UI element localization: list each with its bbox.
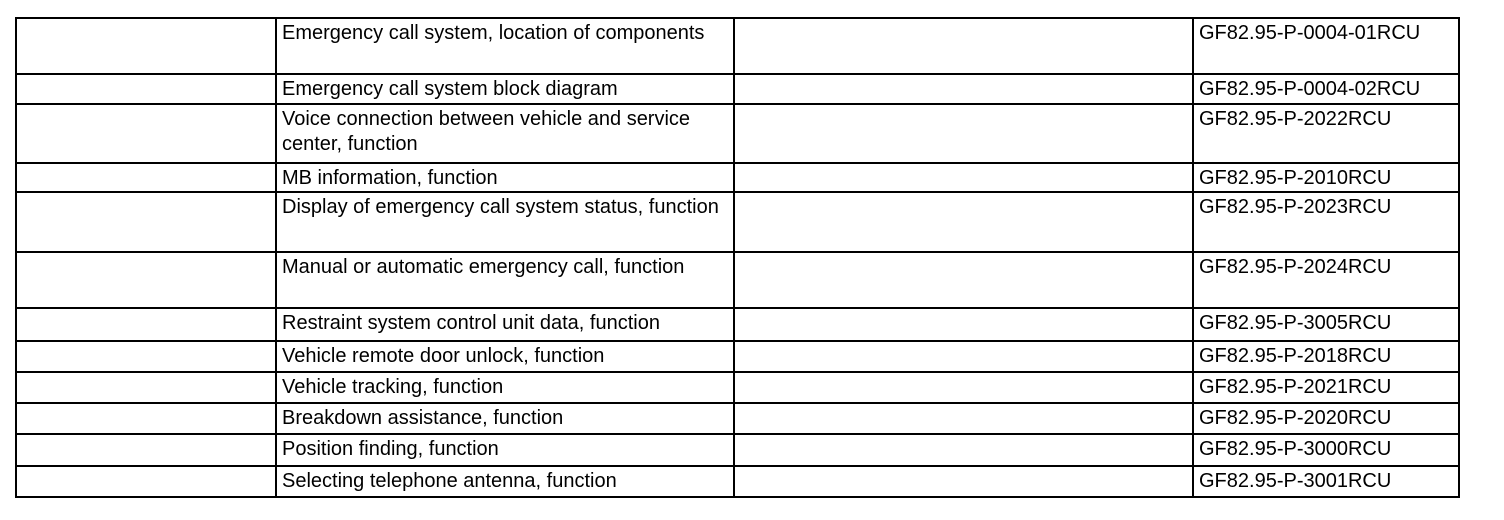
table-row [16, 74, 1459, 104]
empty-cell [16, 192, 276, 252]
document-code-cell: GF82.95-P-2020RCU [1193, 403, 1459, 434]
document-title-cell: Selecting telephone antenna, function [276, 466, 734, 497]
empty-cell [16, 403, 276, 434]
document-title-cell: MB information, function [276, 163, 734, 192]
document-code-cell: GF82.95-P-2023RCU [1193, 192, 1459, 252]
document-code-cell: GF82.95-P-2010RCU [1193, 163, 1459, 192]
document-title-cell: Voice connection between vehicle and service center, function [276, 104, 734, 163]
empty-cell [16, 18, 276, 74]
table-row [16, 104, 1459, 163]
table-row [16, 163, 1459, 192]
document-code-cell: GF82.95-P-0004-01RCU [1193, 18, 1459, 74]
table-row [16, 192, 1459, 252]
table-row [16, 466, 1459, 497]
table-row [16, 434, 1459, 466]
empty-cell [734, 466, 1193, 497]
empty-cell [734, 403, 1193, 434]
document-table [15, 17, 1460, 498]
document-code-cell: GF82.95-P-2022RCU [1193, 104, 1459, 163]
document-title-cell: Vehicle remote door unlock, function [276, 341, 734, 372]
empty-cell [734, 74, 1193, 104]
document-title-cell: Breakdown assistance, function [276, 403, 734, 434]
empty-cell [734, 163, 1193, 192]
document-title-cell: Position finding, function [276, 434, 734, 466]
document-code-cell: GF82.95-P-3001RCU [1193, 466, 1459, 497]
table-row [16, 403, 1459, 434]
empty-cell [16, 466, 276, 497]
empty-cell [734, 252, 1193, 308]
document-title-cell: Vehicle tracking, function [276, 372, 734, 403]
empty-cell [734, 192, 1193, 252]
table-row [16, 341, 1459, 372]
empty-cell [16, 104, 276, 163]
document-title-cell: Restraint system control unit data, function [276, 308, 734, 341]
document-code-cell: GF82.95-P-2021RCU [1193, 372, 1459, 403]
document-code-cell: GF82.95-P-3005RCU [1193, 308, 1459, 341]
empty-cell [16, 308, 276, 341]
document-code-cell: GF82.95-P-0004-02RCU [1193, 74, 1459, 104]
empty-cell [16, 74, 276, 104]
document-title-cell: Manual or automatic emergency call, function [276, 252, 734, 308]
empty-cell [734, 18, 1193, 74]
empty-cell [16, 252, 276, 308]
document-title-cell: Display of emergency call system status, function [276, 192, 734, 252]
empty-cell [734, 341, 1193, 372]
document-code-cell: GF82.95-P-2024RCU [1193, 252, 1459, 308]
empty-cell [16, 163, 276, 192]
document-code-cell: GF82.95-P-2018RCU [1193, 341, 1459, 372]
empty-cell [734, 372, 1193, 403]
empty-cell [16, 372, 276, 403]
table-row [16, 252, 1459, 308]
document-title-cell: Emergency call system block diagram [276, 74, 734, 104]
empty-cell [16, 434, 276, 466]
empty-cell [16, 341, 276, 372]
document-code-cell: GF82.95-P-3000RCU [1193, 434, 1459, 466]
empty-cell [734, 434, 1193, 466]
table-row [16, 308, 1459, 341]
empty-cell [734, 308, 1193, 341]
table-row [16, 372, 1459, 403]
empty-cell [734, 104, 1193, 163]
document-title-cell: Emergency call system, location of components [276, 18, 734, 74]
table-row [16, 18, 1459, 74]
